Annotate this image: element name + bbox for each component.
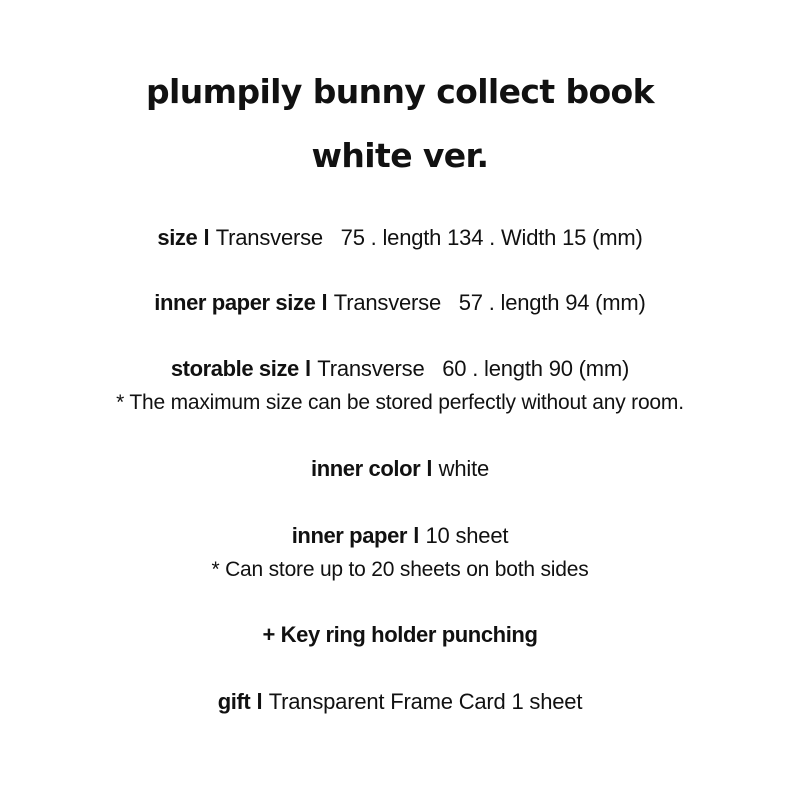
spec-separator: l — [413, 523, 420, 548]
spec-inner-paper — [0, 522, 800, 550]
spec-key-ring: + Key ring holder punching — [262, 622, 538, 647]
spec-inner-paper-value: 10 sheet — [425, 523, 509, 548]
spec-storable-size-value: Transverse 60 . length 90 (mm) — [317, 356, 630, 381]
spec-separator: l — [305, 356, 312, 381]
spec-inner-paper-note: * Can store up to 20 sheets on both sides — [211, 558, 589, 581]
spec-storable-size — [0, 355, 800, 383]
spec-gift-label: gift — [217, 689, 251, 714]
spec-inner-paper-size-value: Transverse 57 . length 94 (mm) — [333, 290, 646, 315]
spec-separator: l — [256, 689, 263, 714]
spec-gift-value: Transparent Frame Card 1 sheet — [268, 689, 583, 714]
spec-inner-paper-size — [0, 289, 800, 317]
spec-storable-size-label: storable size — [170, 356, 299, 381]
spec-size-label: size — [157, 225, 198, 250]
spec-inner-paper-size-label: inner paper size — [154, 290, 316, 315]
spec-separator: l — [203, 225, 210, 250]
spec-inner-paper-label: inner paper — [291, 523, 408, 548]
spec-gift — [0, 688, 800, 716]
spec-separator: l — [426, 456, 433, 481]
spec-size-value: Transverse 75 . length 134 . Width 15 (mm) — [215, 225, 643, 250]
spec-inner-color-label: inner color — [310, 456, 421, 481]
spec-inner-color-value: white — [438, 456, 490, 481]
product-subtitle: white ver. — [311, 136, 489, 175]
spec-inner-color — [0, 455, 800, 483]
spec-storable-size-note: * The maximum size can be stored perfectly without any room. — [116, 391, 684, 414]
spec-size — [0, 224, 800, 252]
product-title: plumpily bunny collect book — [146, 72, 654, 111]
spec-separator: l — [321, 290, 328, 315]
